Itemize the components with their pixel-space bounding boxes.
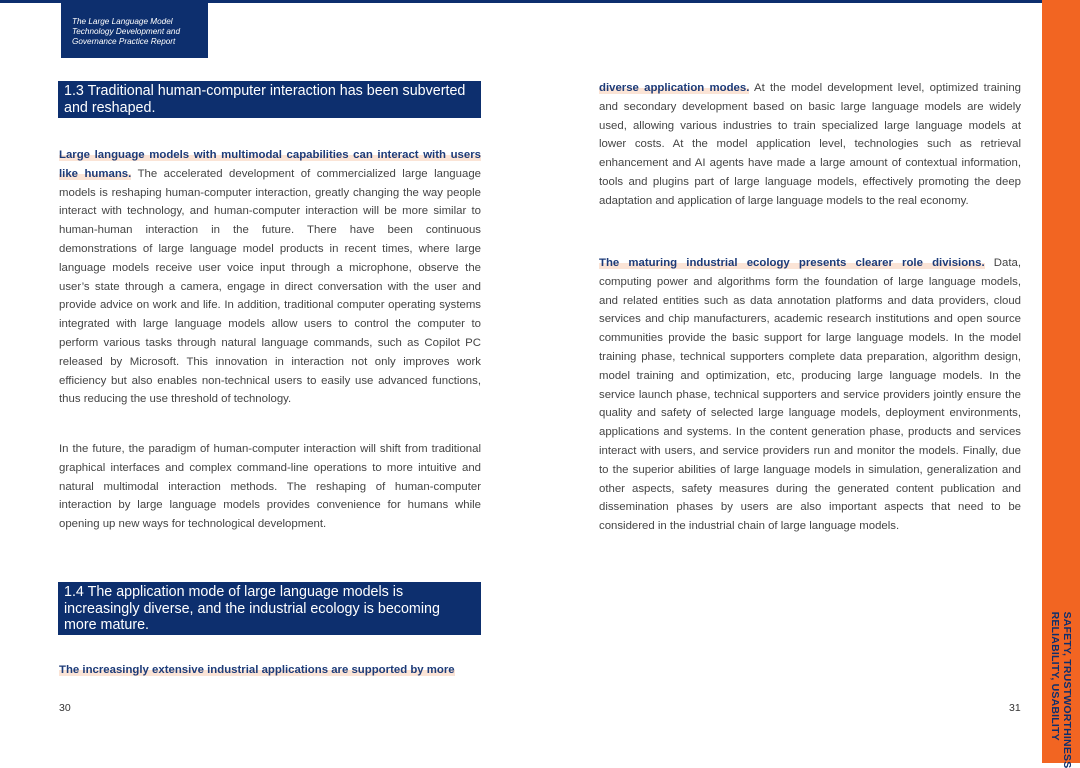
page-number-left: 30 — [59, 702, 71, 714]
page-number-right: 31 — [1009, 702, 1021, 714]
paragraph-future-paradigm — [59, 440, 481, 534]
paragraph-lead: diverse application modes. — [599, 82, 750, 94]
report-header-box — [61, 3, 208, 58]
paragraph-industrial-ecology — [599, 254, 1021, 536]
paragraph-lead: The increasingly extensive industrial applications are supported by more — [59, 664, 455, 676]
paragraph-industrial-applications — [59, 661, 481, 680]
paragraph-body: Data, computing power and algorithms form the foundation of large language models, and related entities such as data annotation platforms and data providers, cloud services and chip manufacturers, academic research institutions and open source communities provide the basic support for large language models. In the model training phase, technical supporters complete data preparation, algorithm design, model training and optimization, etc, producing large language models. In the service launch phase, technical supporters and service providers jointly ensure the quality and safety of selected large language models, deployment environments, applications and systems. In the content generation phase, products and services interact with users, and service providers run and monitor the models. Finally, due to the superior abilities of large language models in simulation, generalization and other aspects, safety measures during the generated content publication and dissemination phases by users are also important aspects that need to be considered in the industrial chain of large language models. — [599, 257, 1022, 533]
paragraph-lead: Large language models with multimodal capabilities can interact with users like humans. — [59, 149, 481, 180]
side-tab-line2: RELIABILITY, USABILITY — [1049, 611, 1061, 741]
paragraph-multimodal — [59, 146, 481, 409]
paragraph-lead: The maturing industrial ecology presents clearer role divisions. — [599, 257, 985, 269]
side-tab-label — [1049, 612, 1073, 768]
section-heading-1-3: 1.3 Traditional human-computer interaction has been subverted and reshaped. — [58, 81, 481, 118]
paragraph-application-modes — [599, 79, 1021, 211]
paragraph-body: In the future, the paradigm of human-computer interaction will shift from traditional graphical interfaces and complex command-line operations to more intuitive and natural multimodal interaction methods. The reshaping of human-computer interaction by large language models provides convenience for humans while opening up new ways for technological development. — [59, 443, 481, 531]
section-heading-1-4: 1.4 The application mode of large language models is increasingly diverse, and the industrial ecology is becoming more mature. — [58, 582, 481, 635]
side-tab-line1: SAFETY, TRUSTWORTHINESS — [1061, 611, 1073, 768]
paragraph-body: At the model development level, optimized training and secondary development based on basic large language models are widely used, allowing various industries to train specialized large language models at lower costs. At the model application level, technologies such as retrieval enhancement and AI agents have made a large amount of contextual information, tools and plugins part of large language models, effectively promoting the deep adaptation and application of large language models to the real economy. — [599, 82, 1021, 207]
report-title: The Large Language Model Technology Development and Governance Practice Report — [72, 17, 181, 47]
paragraph-body: The accelerated development of commercialized large language models is reshaping human-computer interaction, greatly changing the way people interact with technology, and human-computer interaction will be more similar to human-human interaction in the future. There have been continuous demonstrations of large language model products in recent times, where large language models receive user voice input through a microphone, observe the user’s state through a camera, engage in direct conversation with the user and provide advice on work and life. In addition, traditional computer operating systems integrated with large language models allow users to control the computer to perform various tasks through natural language commands, such as Copilot PC released by Microsoft. This innovation in interaction not only improves work efficiency but also enables non-technical users to easily use advanced functions, thus reducing the use threshold of technology. — [59, 167, 481, 406]
